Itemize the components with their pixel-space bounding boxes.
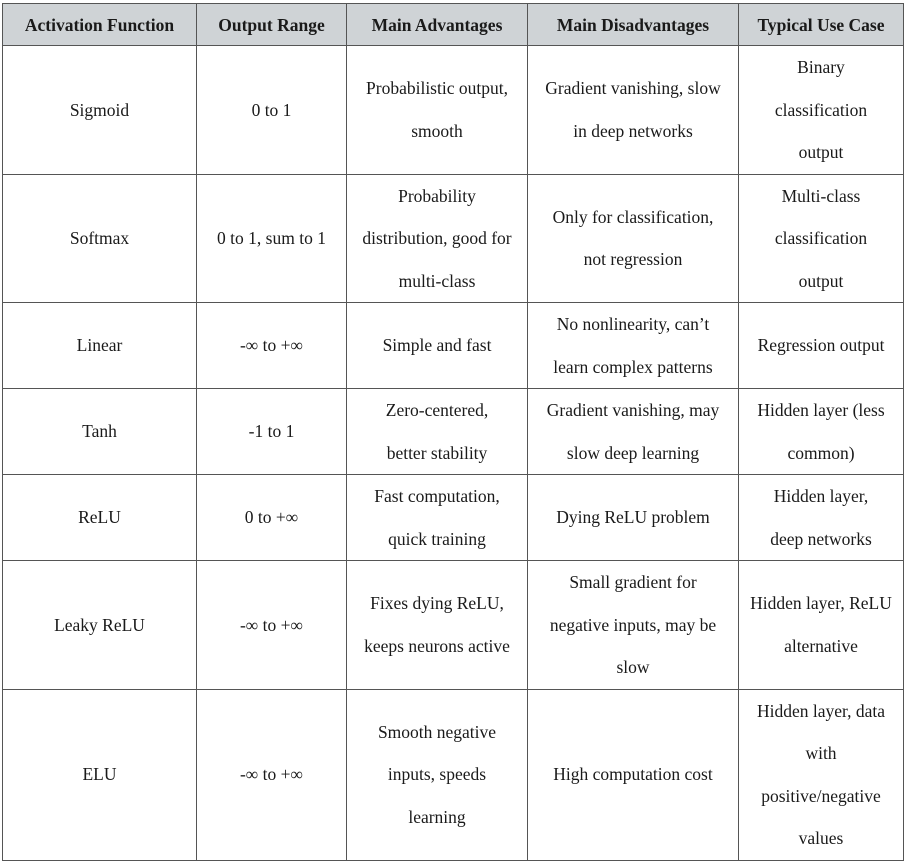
table-header (3, 4, 904, 46)
header-output-range: Output Range (197, 4, 347, 46)
cell-use-case: Hidden layer, ReLU alternative (739, 561, 904, 690)
cell-advantages: Simple and fast (347, 303, 528, 389)
cell-function: Softmax (3, 174, 197, 303)
cell-range: -∞ to +∞ (197, 561, 347, 690)
cell-advantages: Smooth negative inputs, speeds learning (347, 689, 528, 860)
cell-function: Leaky ReLU (3, 561, 197, 690)
cell-advantages: Probability distribution, good for multi-class (347, 174, 528, 303)
cell-range: -∞ to +∞ (197, 689, 347, 860)
table-row (3, 689, 904, 860)
cell-advantages: Fixes dying ReLU, keeps neurons active (347, 561, 528, 690)
activation-functions-table (2, 3, 904, 861)
cell-advantages: Fast computation, quick training (347, 475, 528, 561)
cell-use-case: Regression output (739, 303, 904, 389)
cell-range: 0 to +∞ (197, 475, 347, 561)
cell-function: ReLU (3, 475, 197, 561)
cell-disadvantages: Gradient vanishing, may slow deep learning (528, 389, 739, 475)
header-typical-use-case: Typical Use Case (739, 4, 904, 46)
cell-disadvantages: Only for classification, not regression (528, 174, 739, 303)
cell-disadvantages: Dying ReLU problem (528, 475, 739, 561)
table-body (3, 46, 904, 861)
cell-function: Sigmoid (3, 46, 197, 175)
table-row (3, 561, 904, 690)
cell-use-case: Hidden layer (less common) (739, 389, 904, 475)
table-row (3, 46, 904, 175)
header-row (3, 4, 904, 46)
cell-disadvantages: High computation cost (528, 689, 739, 860)
cell-use-case: Multi-class classification output (739, 174, 904, 303)
cell-advantages: Zero-centered, better stability (347, 389, 528, 475)
table-row (3, 389, 904, 475)
table-row (3, 174, 904, 303)
table-row (3, 303, 904, 389)
cell-disadvantages: Small gradient for negative inputs, may be slow (528, 561, 739, 690)
cell-disadvantages: Gradient vanishing, slow in deep networks (528, 46, 739, 175)
cell-function: ELU (3, 689, 197, 860)
cell-use-case: Hidden layer, data with positive/negative values (739, 689, 904, 860)
cell-function: Linear (3, 303, 197, 389)
cell-advantages: Probabilistic output, smooth (347, 46, 528, 175)
header-activation-function: Activation Function (3, 4, 197, 46)
cell-disadvantages: No nonlinearity, can’t learn complex patterns (528, 303, 739, 389)
header-main-advantages: Main Advantages (347, 4, 528, 46)
cell-range: 0 to 1 (197, 46, 347, 175)
cell-use-case: Hidden layer, deep networks (739, 475, 904, 561)
cell-range: -1 to 1 (197, 389, 347, 475)
cell-range: -∞ to +∞ (197, 303, 347, 389)
cell-function: Tanh (3, 389, 197, 475)
cell-use-case: Binary classification output (739, 46, 904, 175)
header-main-disadvantages: Main Disadvantages (528, 4, 739, 46)
table-row (3, 475, 904, 561)
cell-range: 0 to 1, sum to 1 (197, 174, 347, 303)
